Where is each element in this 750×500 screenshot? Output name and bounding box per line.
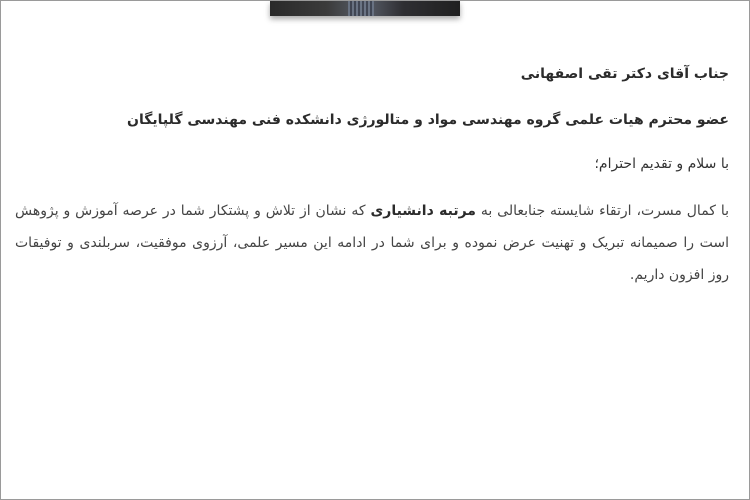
portrait-tie-detail [348,1,374,16]
paragraph-highlight: مرتبه دانشیاری [370,203,476,219]
greeting-line: با سلام و تقدیم احترام؛ [594,156,729,172]
paragraph-part-2: که نشان از تلاش و پشتکار شما در عرصه آموزش و پژوهش است را صمیمانه تبریک و تهنیت عرض نموده و برای شما در ادامه این مسیر علمی، آرزوی موفقیت، سربلندی و توفیقات روز افزون داریم. [15,203,729,283]
paragraph-part-1: با کمال مسرت، ارتقاء شایسته جنابعالی به [480,203,730,219]
recipient-title: عضو محترم هیات علمی گروه مهندسی مواد و متالورژی دانشکده فنی مهندسی گلپایگان [127,112,729,128]
congratulation-paragraph [15,195,729,291]
portrait-photo [270,1,460,16]
recipient-name: جناب آقای دکتر تقی اصفهانی [520,66,729,82]
